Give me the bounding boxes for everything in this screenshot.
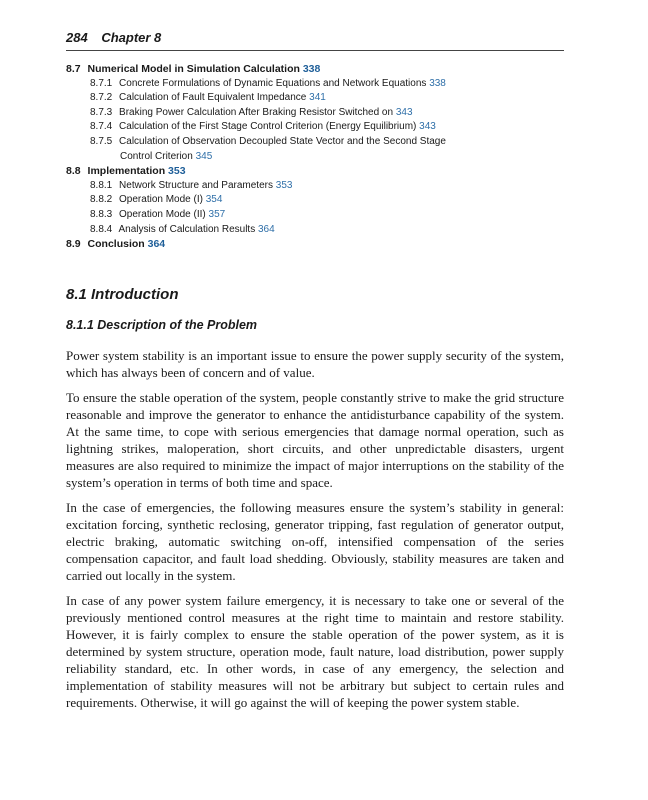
toc-title: Calculation of Observation Decoupled State Vector and the Second Stage bbox=[119, 135, 446, 147]
running-chapter-title: Chapter 8 bbox=[101, 30, 162, 45]
chapter-table-of-contents bbox=[66, 62, 566, 252]
toc-page-link[interactable]: 343 bbox=[419, 121, 436, 133]
toc-number: 8.7 bbox=[66, 63, 81, 75]
body-text bbox=[66, 347, 564, 719]
toc-number: 8.7.5 bbox=[90, 135, 113, 147]
toc-number: 8.8.4 bbox=[90, 223, 113, 235]
toc-subsection-8-8-3[interactable] bbox=[66, 208, 566, 223]
paragraph: In case of any power system failure emergency, it is necessary to take one or several of the previously mentioned control measures at the right time to maintain and restore stability. However, it is fairly complex to ensure the stable operation of the power system, as it is determined by system structure, operation mode, fault nature, load distribution, power supply reliability standard, etc. In other words, in case of any emergency, the selection and implementation of stability measures will not be arbitrary but subject to certain rules and requirements. Otherwise, it will go against the will of keeping the power system stable. bbox=[66, 593, 564, 710]
toc-subsection-8-7-2[interactable] bbox=[66, 91, 566, 106]
toc-title: Braking Power Calculation After Braking Resistor Switched on bbox=[119, 106, 394, 118]
toc-subsection-8-7-5[interactable] bbox=[66, 135, 566, 164]
toc-page-link[interactable]: 353 bbox=[275, 179, 293, 191]
toc-section-8-8[interactable] bbox=[66, 164, 566, 179]
toc-number: 8.8.3 bbox=[90, 208, 113, 220]
toc-subsection-8-8-4[interactable] bbox=[66, 223, 566, 238]
toc-number: 8.9 bbox=[66, 238, 81, 251]
toc-title: Operation Mode (I) bbox=[119, 194, 203, 206]
toc-subsection-8-7-3[interactable] bbox=[66, 106, 566, 121]
toc-page-link[interactable]: 353 bbox=[168, 165, 186, 178]
toc-section-8-7[interactable] bbox=[66, 62, 566, 77]
toc-title: Implementation bbox=[87, 165, 166, 178]
toc-title-continued: Control Criterion bbox=[120, 150, 193, 162]
toc-number: 8.7.4 bbox=[90, 121, 113, 133]
toc-number: 8.7.2 bbox=[90, 92, 113, 104]
toc-number: 8.7.1 bbox=[90, 77, 113, 89]
toc-number: 8.8 bbox=[66, 165, 81, 178]
paragraph: Power system stability is an important issue to ensure the power supply security of the system, which has always been of concern and of value. bbox=[66, 348, 564, 380]
section-heading: 8.1 Introduction bbox=[66, 286, 179, 303]
toc-subsection-8-7-4[interactable] bbox=[66, 120, 566, 135]
paragraph: In the case of emergencies, the following measures ensure the system’s stability in general: excitation forcing, synthetic reclosing, generator tripping, fast regulation of generator output, electric braking, automatic switching on-off, intensified compensation of the series compensation capacitor, and fault load shedding. Obviously, stability measures are taken and carried out locally in the system. bbox=[66, 500, 564, 583]
toc-page-link[interactable]: 354 bbox=[205, 194, 223, 206]
subsection-heading: 8.1.1 Description of the Problem bbox=[66, 318, 258, 332]
toc-page-link[interactable]: 341 bbox=[309, 92, 326, 104]
toc-page-link[interactable]: 357 bbox=[208, 208, 226, 220]
toc-page-link[interactable]: 364 bbox=[147, 238, 166, 251]
toc-title: Operation Mode (II) bbox=[119, 208, 206, 220]
toc-page-link[interactable]: 338 bbox=[429, 77, 446, 89]
toc-page-link[interactable]: 338 bbox=[302, 63, 321, 75]
toc-title: Conclusion bbox=[87, 238, 145, 251]
page-number: 284 bbox=[66, 30, 88, 45]
toc-page-link[interactable]: 343 bbox=[395, 106, 413, 118]
toc-title: Calculation of the First Stage Control Criterion (Energy Equilibrium) bbox=[119, 121, 417, 133]
toc-subsection-8-8-2[interactable] bbox=[66, 193, 566, 208]
paragraph: To ensure the stable operation of the system, people constantly strive to make the grid structure reasonable and improve the generator to enhance the antidisturbance capability of the system. At the same time, to cope with serious emergencies that damage normal operation, such as lightning strikes, maloperation, short circuits, and other unpredictable disasters, urgent measures are also required to minimize the impact of major interruptions on the stability of the system’s operation in terms of both time and space. bbox=[66, 390, 564, 490]
toc-title: Numerical Model in Simulation Calculation bbox=[87, 63, 300, 75]
toc-subsection-8-8-1[interactable] bbox=[66, 179, 566, 194]
toc-section-8-9[interactable] bbox=[66, 237, 566, 252]
toc-title: Network Structure and Parameters bbox=[119, 179, 273, 191]
toc-number: 8.7.3 bbox=[90, 106, 113, 118]
toc-page-link[interactable]: 345 bbox=[195, 150, 213, 162]
toc-title: Calculation of Fault Equivalent Impedance bbox=[119, 92, 307, 104]
toc-subsection-8-7-1[interactable] bbox=[66, 77, 566, 92]
toc-title: Analysis of Calculation Results bbox=[118, 223, 256, 235]
toc-page-link[interactable]: 364 bbox=[258, 223, 275, 235]
running-header bbox=[66, 30, 564, 51]
toc-number: 8.8.1 bbox=[90, 179, 113, 191]
toc-number: 8.8.2 bbox=[90, 194, 113, 206]
toc-title: Concrete Formulations of Dynamic Equations and Network Equations bbox=[119, 77, 427, 89]
